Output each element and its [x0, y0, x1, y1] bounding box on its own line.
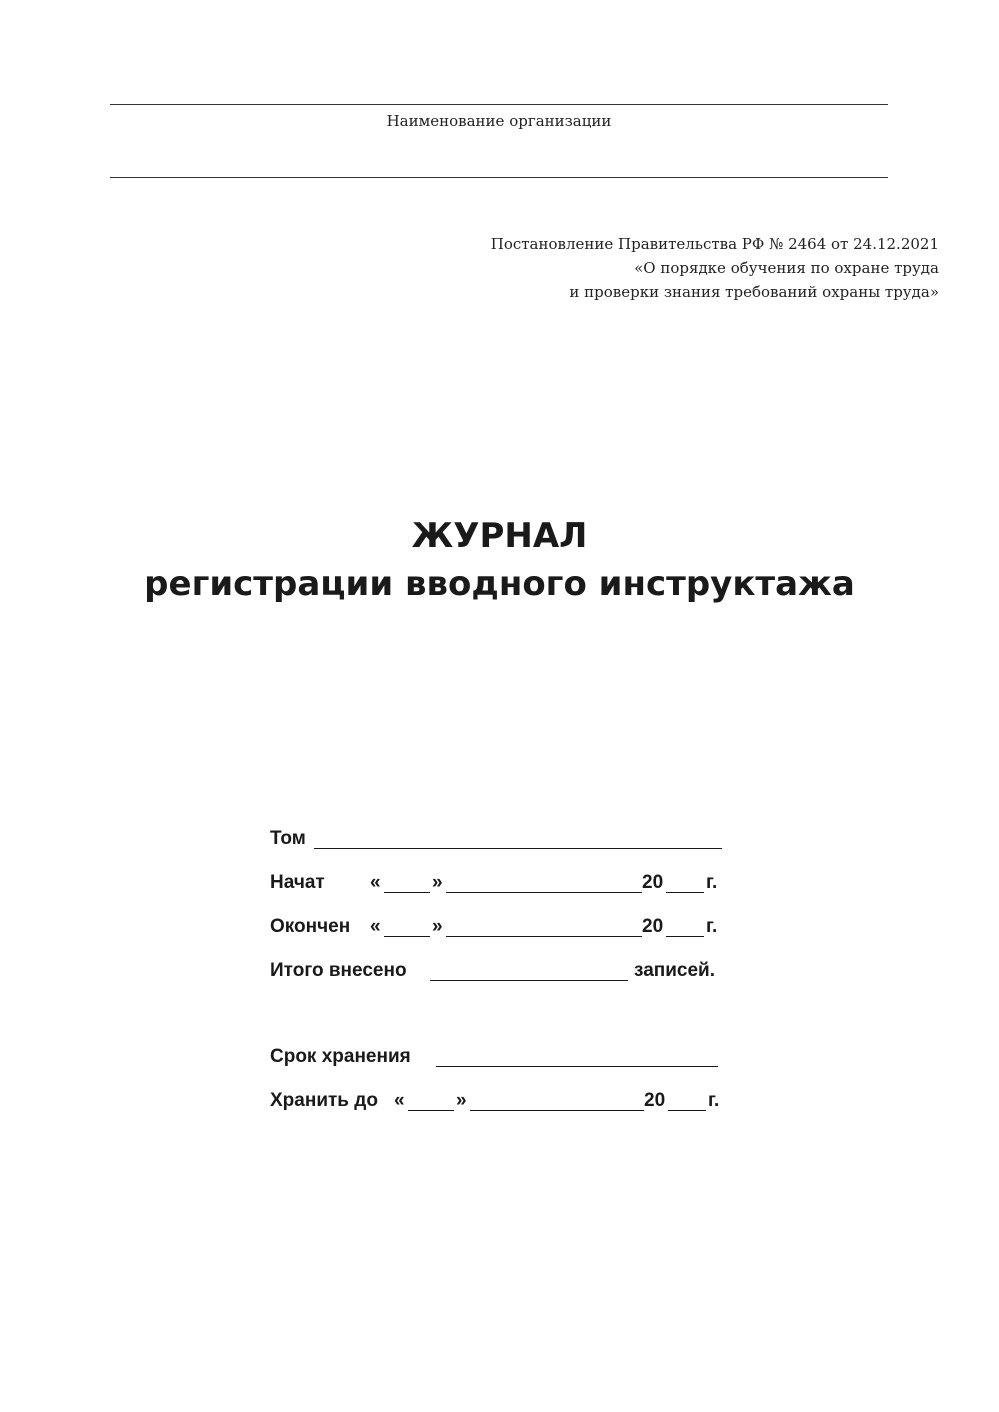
decree-line-3: и проверки знания требований охраны труда»: [569, 283, 939, 301]
started-year-blank: [666, 892, 704, 893]
keep-until-year-blank: [668, 1110, 706, 1111]
started-month-blank: [446, 892, 642, 893]
form-row-total: [270, 958, 740, 984]
started-year-prefix: 20: [642, 872, 664, 893]
keep-until-year-prefix: 20: [644, 1090, 666, 1111]
form-row-started: [270, 870, 730, 896]
started-year-suffix: г.: [706, 872, 718, 893]
tom-blank-line: [314, 848, 722, 849]
journal-title-main: ЖУРНАЛ: [411, 516, 588, 556]
ended-close-quote: »: [432, 916, 443, 937]
ended-day-blank: [384, 936, 430, 937]
ended-label: Окончен: [270, 916, 351, 937]
form-row-keep-until: [270, 1088, 740, 1114]
keep-until-close-quote: »: [456, 1090, 467, 1111]
decree-reference: [491, 232, 939, 304]
org-name-line: [110, 104, 888, 105]
ended-open-quote: «: [370, 916, 381, 937]
decree-line-2: «О порядке обучения по охране труда: [634, 259, 939, 277]
journal-title-sub: регистрации вводного инструктажа: [144, 564, 855, 604]
form-row-storage: [270, 1044, 730, 1070]
org-extra-line: [110, 177, 888, 178]
ended-year-prefix: 20: [642, 916, 664, 937]
decree-line-1: Постановление Правительства РФ № 2464 от 24.12.2021: [490, 235, 939, 253]
storage-blank: [436, 1066, 718, 1067]
started-day-blank: [384, 892, 430, 893]
started-label: Начат: [270, 872, 325, 893]
journal-title: [0, 512, 999, 608]
keep-until-month-blank: [470, 1110, 644, 1111]
ended-year-suffix: г.: [706, 916, 718, 937]
ended-year-blank: [666, 936, 704, 937]
keep-until-year-suffix: г.: [708, 1090, 720, 1111]
total-blank: [430, 980, 628, 981]
keep-until-day-blank: [408, 1110, 454, 1111]
started-close-quote: »: [432, 872, 443, 893]
keep-until-label: Хранить до: [270, 1090, 378, 1111]
form-row-tom: [270, 826, 730, 852]
tom-label: Том: [270, 828, 306, 849]
ended-month-blank: [446, 936, 642, 937]
keep-until-open-quote: «: [394, 1090, 405, 1111]
org-name-caption: Наименование организации: [386, 112, 612, 130]
total-suffix: записей.: [634, 960, 716, 981]
total-label: Итого внесено: [270, 960, 407, 981]
started-open-quote: «: [370, 872, 381, 893]
storage-label: Срок хранения: [270, 1046, 411, 1067]
form-row-ended: [270, 914, 730, 940]
